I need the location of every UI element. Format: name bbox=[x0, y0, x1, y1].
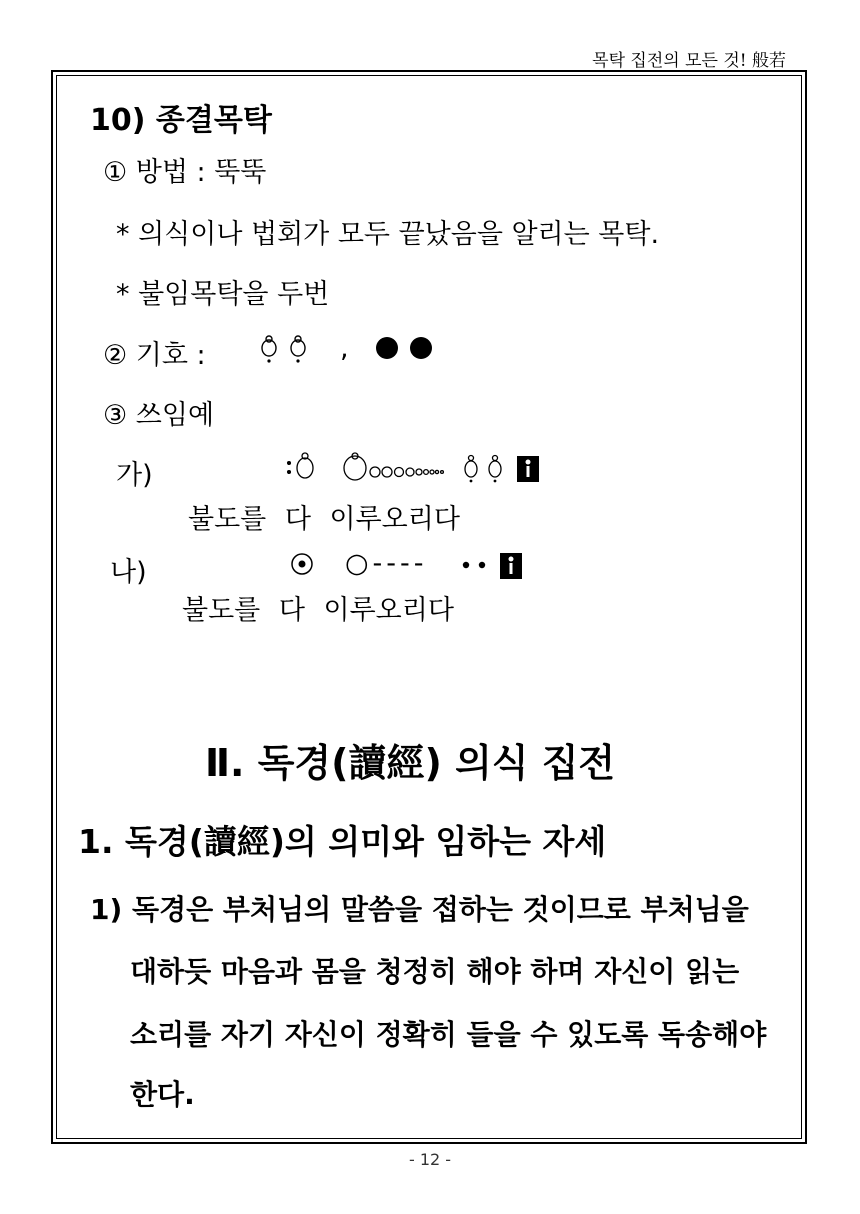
chapter-title: Ⅱ. 독경(讀經) 의식 집전 bbox=[205, 741, 616, 785]
example-b-target-icon bbox=[290, 552, 314, 576]
item-usage: ③ 쓰임예 bbox=[103, 400, 215, 431]
example-b-end-icon bbox=[460, 550, 530, 582]
section-title: 10) 종결목탁 bbox=[90, 103, 272, 138]
example-b-text: 불도를 다 이루오리다 bbox=[182, 595, 454, 626]
filled-dots-icon bbox=[373, 333, 437, 363]
example-a-text: 불도를 다 이루오리다 bbox=[188, 504, 460, 535]
item-method: ① 방법 : 뚝뚝 bbox=[103, 157, 267, 188]
example-b-dashes: ○---- bbox=[345, 548, 428, 579]
bullet-meaning: * 의식이나 법회가 모두 끝났음을 알리는 목탁. bbox=[116, 219, 660, 250]
paragraph-line-2: 대하듯 마음과 몸을 청정히 해야 하며 자신이 읽는 bbox=[130, 955, 740, 988]
paragraph-line-4: 한다. bbox=[130, 1078, 195, 1111]
running-title: 목탁 집전의 모든 것! 般若 bbox=[592, 51, 786, 71]
page-number: - 12 - bbox=[408, 1150, 452, 1169]
paragraph-line-3: 소리를 자기 자신이 정확히 들을 수 있도록 독송해야 bbox=[130, 1018, 767, 1051]
symbol-comma: , bbox=[340, 333, 349, 364]
subsection-title: 1. 독경(讀經)의 의미와 임하는 자세 bbox=[78, 822, 607, 861]
paragraph-line-1: 1) 독경은 부처님의 말씀을 접하는 것이므로 부처님을 bbox=[90, 893, 749, 926]
item-symbol-label: ② 기호 : bbox=[103, 340, 206, 371]
bullet-twice: * 불임목탁을 두번 bbox=[116, 279, 330, 310]
example-b-label: 나) bbox=[110, 557, 147, 588]
moktak-outline-icon bbox=[258, 330, 318, 370]
example-a-notation-icon bbox=[285, 450, 545, 486]
example-a-label: 가) bbox=[116, 460, 153, 491]
